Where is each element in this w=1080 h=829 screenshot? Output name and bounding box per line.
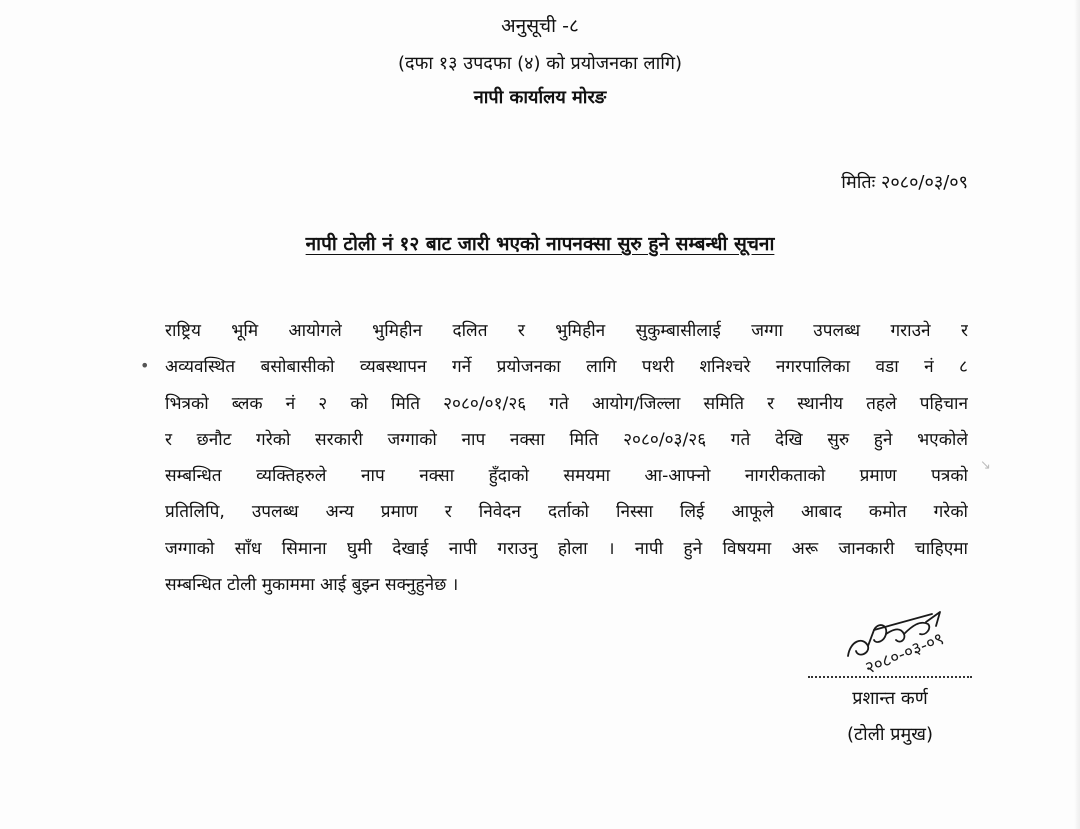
margin-dot: • xyxy=(140,356,150,375)
body-line: राष्ट्रिय भूमि आयोगले भुमिहीन दलित र भुमिहीन सुकुम्बासीलाई जग्गा उपलब्ध गराउने र xyxy=(165,321,968,341)
body-line: सम्बन्धित टोली मुकाममा आई बुझ्न सक्नुहुनेछ । xyxy=(165,575,459,596)
signer-title: (टोली प्रमुख) xyxy=(846,724,934,745)
margin-mark: ↘ xyxy=(980,458,991,473)
notice-heading-text: नापी टोली नं १२ बाट जारी भएको नापनक्सा सुरु हुने सम्बन्धी सूचना xyxy=(305,233,775,255)
signer-name: प्रशान्त कर्ण xyxy=(852,688,928,709)
signature-line xyxy=(808,676,972,678)
office-name: नापी कार्यालय मोरङ xyxy=(473,87,607,108)
body-line: र छनौट गरेको सरकारी जग्गाको नाप नक्सा मिति २०८०/०३/२६ गते देखि सुरु हुने भएकोले xyxy=(165,429,968,450)
body-line: भित्रको ब्लक नं २ को मिति २०८०/०१/२६ गते आयोग/जिल्ला समिति र स्थानीय तहले पहिचान xyxy=(165,393,968,414)
annex-title: अनुसूची -८ xyxy=(501,15,579,37)
signature-date: २०८०-०३-०९ xyxy=(862,628,947,679)
notice-body xyxy=(165,313,968,603)
body-line: सम्बन्धित व्यक्तिहरुले नाप नक्सा हुँदाको समयमा आ-आफ्नो नागरीकताको प्रमाण पत्रको xyxy=(165,466,968,487)
body-line: प्रतिलिपि, उपलब्ध अन्य प्रमाण र निवेदन दर्ताको निस्सा लिई आफूले आबाद कमोत गरेको xyxy=(165,502,968,523)
handwritten-signature xyxy=(808,596,1008,686)
body-line: जग्गाको साँध सिमाना घुमी देखाई नापी गराउनु होला । नापी हुने विषयमा अरू जानकारी चाहिएमा xyxy=(165,538,968,559)
annex-subtitle: (दफा १३ उपदफा (४) को प्रयोजनका लागि) xyxy=(397,53,683,74)
body-line: अव्यवस्थित बसोबासीको व्यबस्थापन गर्ने प्रयोजनका लागि पथरी शनिश्चरे नगरपालिका वडा नं ८ xyxy=(165,357,968,378)
page-edge-shadow xyxy=(1074,0,1080,829)
notice-date: मितिः २०८०/०३/०९ xyxy=(841,172,968,193)
notice-heading xyxy=(0,230,1080,256)
